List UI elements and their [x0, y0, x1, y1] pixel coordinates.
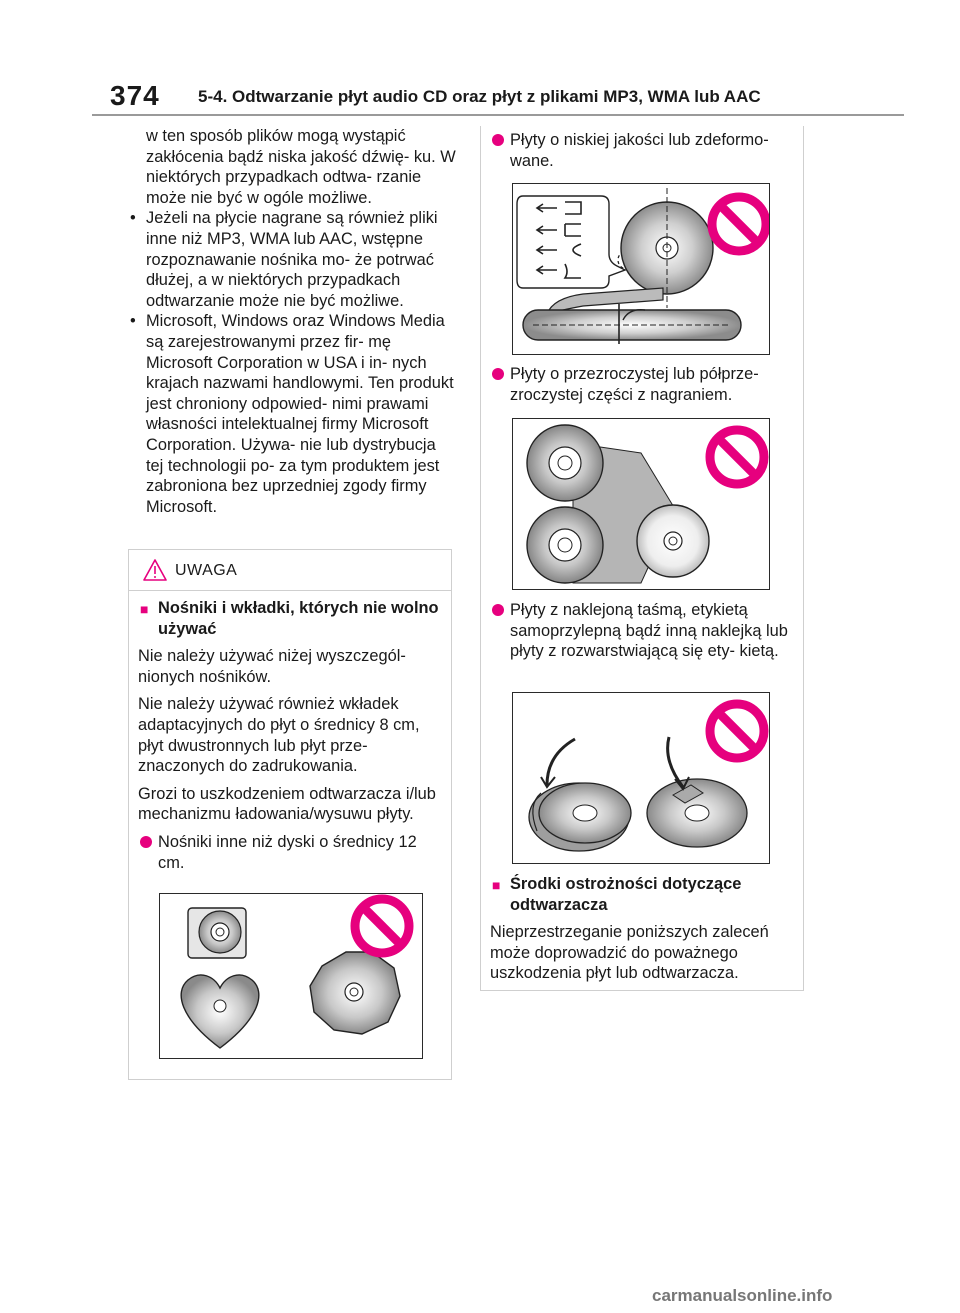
item-2-text-block	[490, 130, 796, 171]
player-precautions-block	[490, 874, 796, 984]
transparent-discs-drawing	[513, 419, 769, 589]
continuation-paragraph: w ten sposób plików mogą wystąpić zakłócenia bądź niska jakość dźwię- ku. W niektórych przypadkach odtwa- rzanie może nie być w ogóle możliwe.	[146, 127, 456, 207]
warning-item-3: Płyty o przezroczystej lub półprze- zroczystej części z nagraniem.	[490, 364, 796, 405]
right-warning-box	[480, 126, 804, 991]
footer-watermark: carmanualsonline.info	[652, 1286, 833, 1305]
warning-body	[138, 598, 444, 880]
player-precautions-paragraph: Nieprzestrzeganie poniższych zaleceń może doprowadzić do poważnego uszkodzenia płyt lub odtwarzacza.	[490, 923, 769, 983]
warning-paragraph-1: Nie należy używać niżej wyszczegól- nionych nośników.	[138, 647, 406, 686]
left-text-column	[126, 126, 456, 517]
round-bullet-icon	[492, 134, 504, 146]
warning-label: UWAGA	[175, 562, 238, 579]
illustration-transparent-discs	[512, 418, 770, 590]
square-bullet-icon: ■	[492, 877, 501, 893]
warning-item-2: Płyty o niskiej jakości lub zdeformo- wane.	[490, 130, 796, 171]
round-bullet-icon	[492, 604, 504, 616]
no-entry-icon	[710, 430, 764, 484]
warning-item-4: Płyty z naklejoną taśmą, etykietą samoprzylepną bądź inną naklejką lub płyty z rozwarstwiającą się ety- kietą.	[490, 600, 796, 662]
no-entry-icon	[355, 899, 409, 953]
bullet-item-1	[126, 208, 456, 311]
bullet-item-2	[126, 311, 456, 517]
warning-item-1: Nośniki inne niż dyski o średnicy 12 cm.	[138, 832, 444, 873]
square-bullet-icon: ■	[140, 601, 149, 617]
no-entry-icon	[712, 197, 766, 251]
section-title: 5-4. Odtwarzanie płyt audio CD oraz płyt z plikami MP3, WMA lub AAC	[198, 87, 761, 106]
item-3-text-block	[490, 364, 796, 405]
bullet-dot-icon: •	[130, 209, 136, 228]
bullet-text-2: Microsoft, Windows oraz Windows Media są zarejestrowanymi przez fir- mę Microsoft Corporation w USA i in- nych krajach nazwami handlowymi. Ten produkt jest chroniony odpowied- nimi prawami własności intelektualnej firmy Microsoft Corporation. Używa- nie lub dystrybucja tej technologii po- za tym produktem jest zabroniona bez uprzedniej zgody firmy Microsoft.	[146, 312, 454, 516]
page-header	[92, 78, 904, 116]
page-number: 374	[110, 80, 160, 111]
round-bullet-icon	[140, 836, 152, 848]
warning-paragraph-3: Grozi to uszkodzeniem odtwarzacza i/lub mechanizmu ładowania/wysuwu płyty.	[138, 784, 436, 824]
warning-heading: ■ Nośniki i wkładki, których nie wolno używać	[140, 599, 439, 638]
warning-header	[129, 550, 451, 591]
illustration-labelled-discs	[512, 692, 770, 864]
player-precautions-heading: ■ Środki ostrożności dotyczące odtwarzacza	[492, 875, 742, 914]
deformed-disc-drawing	[513, 184, 769, 354]
illustration-odd-shaped-discs	[159, 893, 423, 1059]
bullet-text-1: Jeżeli na płycie nagrane są również pliki inne niż MP3, WMA lub AAC, wstępne rozpoznawanie nośnika mo- że potrwać dłużej, a w niektórych przypadkach odtwarzanie może nie być możliwe.	[146, 209, 438, 310]
labelled-discs-drawing	[513, 693, 769, 863]
bullet-dot-icon: •	[130, 312, 136, 331]
warning-triangle-icon	[143, 559, 167, 581]
item-4-text-block	[490, 600, 796, 662]
header-rule	[92, 114, 904, 116]
odd-shaped-discs-drawing	[160, 894, 422, 1058]
warning-box	[128, 549, 452, 1080]
illustration-deformed-disc	[512, 183, 770, 355]
no-entry-icon	[710, 704, 764, 758]
warning-paragraph-2: Nie należy używać również wkładek adaptacyjnych do płyt o średnicy 8 cm, płyt dwustronnych lub płyt prze- znaczonych do zadrukowania.	[138, 695, 420, 776]
round-bullet-icon	[492, 368, 504, 380]
